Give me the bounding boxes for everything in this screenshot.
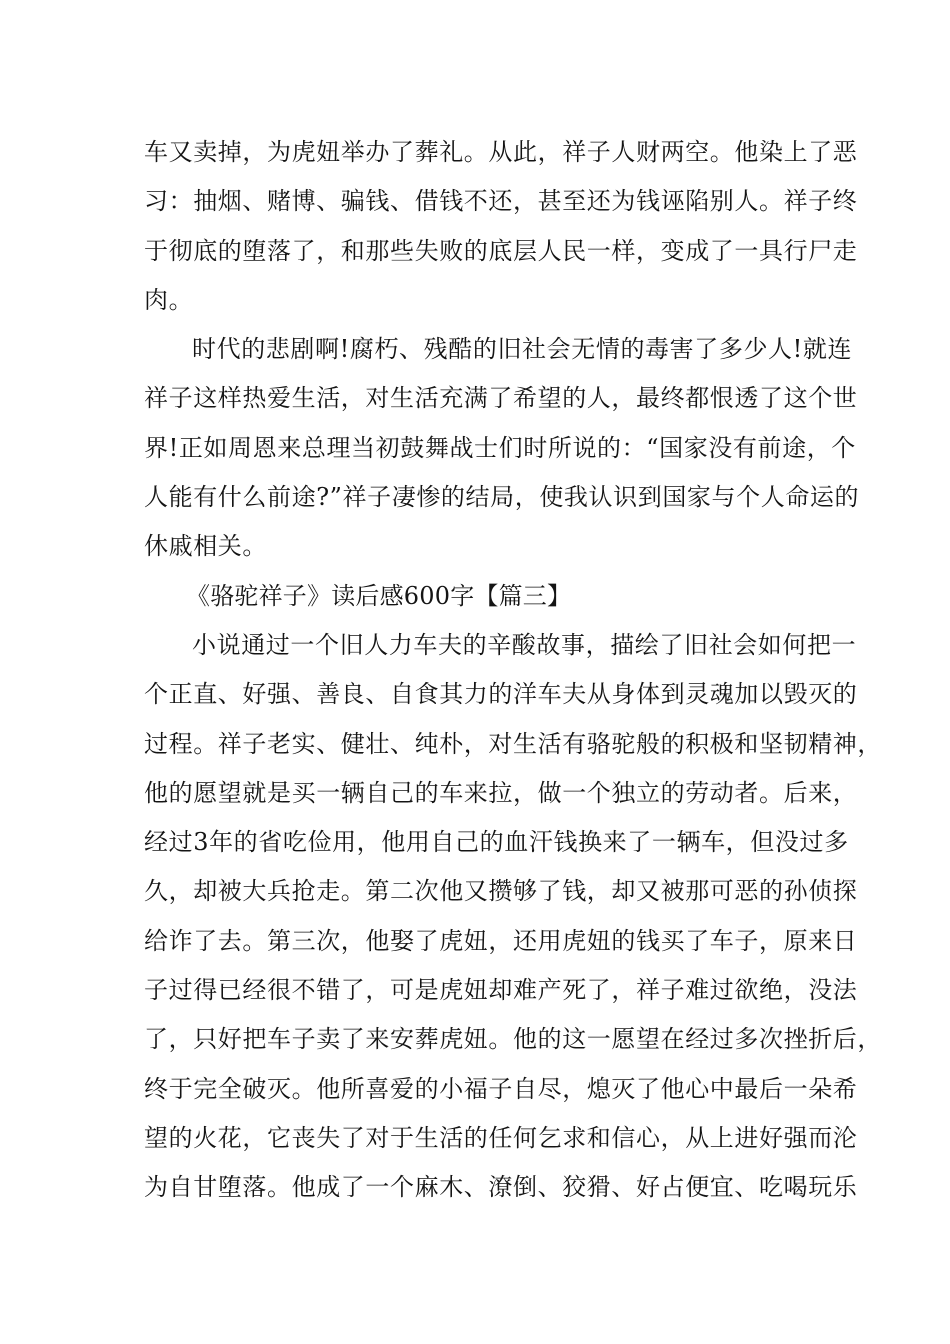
text-line: 他的愿望就是买一辆自己的车来拉，做一个独立的劳动者。后来， xyxy=(144,778,858,807)
paragraph-continuation xyxy=(144,128,858,325)
text-line: 于彻底的堕落了，和那些失败的底层人民一样，变成了一具行尸走 xyxy=(144,236,858,265)
text-line: 为自甘堕落。他成了一个麻木、潦倒、狡猾、好占便宜、吃喝玩乐 xyxy=(144,1173,858,1202)
text-line: 祥子这样热爱生活，对生活充满了希望的人，最终都恨透了这个世 xyxy=(144,384,858,413)
text-line: 了，只好把车子卖了来安葬虎妞。他的这一愿望在经过多次挫折后， xyxy=(144,1025,882,1054)
document-body xyxy=(144,128,882,1213)
text-line: 久，却被大兵抢走。第二次他又攒够了钱，却又被那可恶的孙侦探 xyxy=(144,877,858,906)
section-heading xyxy=(144,572,816,621)
paragraph xyxy=(144,325,860,571)
text-line: 休戚相关。 xyxy=(144,532,267,561)
text-line: 终于完全破灭。他所喜爱的小福子自尽，熄灭了他心中最后一朵希 xyxy=(144,1074,858,1103)
text-line: 给诈了去。第三次，他娶了虎妞，还用虎妞的钱买了车子，原来日 xyxy=(144,926,858,955)
text-line: 子过得已经很不错了，可是虎妞却难产死了，祥子难过欲绝，没法 xyxy=(144,976,858,1005)
text-line: 时代的悲剧啊!腐朽、残酷的旧社会无情的毒害了多少人!就连 xyxy=(192,335,853,364)
text-line: 小说通过一个旧人力车夫的辛酸故事，描绘了旧社会如何把一 xyxy=(192,630,857,659)
text-line: 肉。 xyxy=(144,285,194,314)
text-line: 车又卖掉，为虎妞举办了葬礼。从此，祥子人财两空。他染上了恶 xyxy=(144,138,858,166)
text-line: 经过3年的省吃俭用，他用自己的血汗钱换来了一辆车，但没过多 xyxy=(144,828,849,857)
text-line: 过程。祥子老实、健壮、纯朴，对生活有骆驼般的积极和坚韧精神， xyxy=(144,729,882,758)
text-line: 习：抽烟、赌博、骗钱、借钱不还，甚至还为钱诬陷别人。祥子终 xyxy=(144,187,858,216)
text-line: 望的火花，它丧失了对于生活的任何乞求和信心，从上进好强而沦 xyxy=(144,1123,858,1152)
heading-text: 《骆驼祥子》读后感600字【篇三】 xyxy=(186,581,572,610)
text-line: 界!正如周恩来总理当初鼓舞战士们时所说的：“国家没有前途，个 xyxy=(144,433,856,462)
text-line: 人能有什么前途?”祥子凄惨的结局，使我认识到国家与个人命运的 xyxy=(144,483,860,512)
paragraph xyxy=(144,621,882,1213)
text-line: 个正直、好强、善良、自食其力的洋车夫从身体到灵魂加以毁灭的 xyxy=(144,680,858,709)
